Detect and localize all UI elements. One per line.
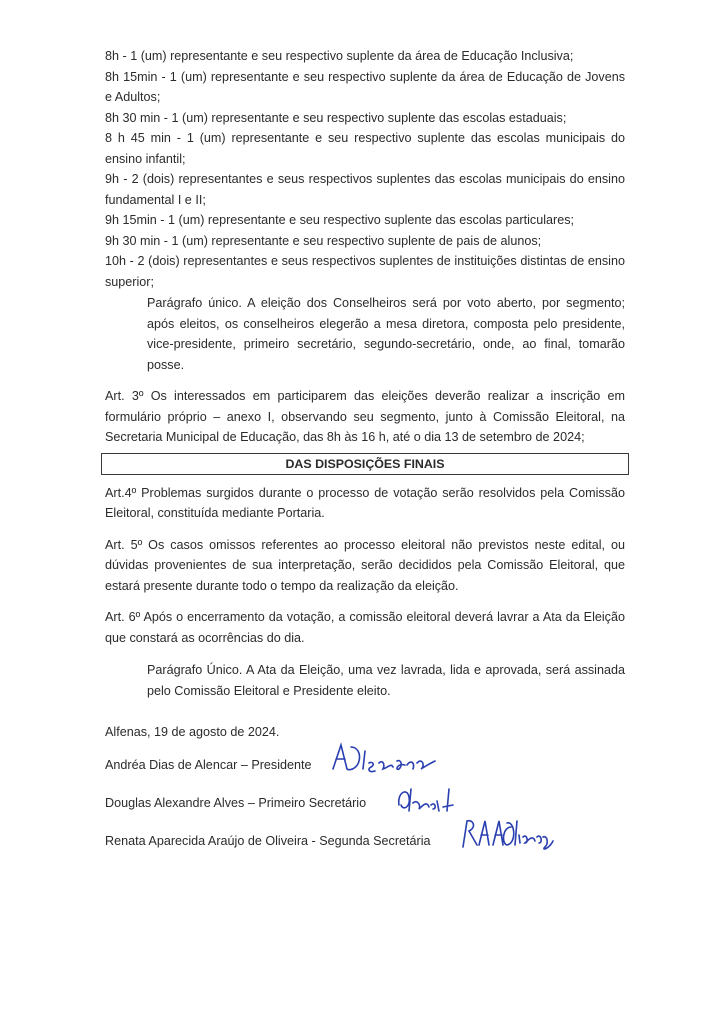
schedule-item: 9h - 2 (dois) representantes e seus respectivos suplentes das escolas municipais do ensino fundamental I e II; xyxy=(105,172,625,207)
signatory-name: Douglas Alexandre Alves – Primeiro Secretário xyxy=(105,796,367,810)
schedule-item: 8 h 45 min - 1 (um) representante e seu respectivo suplente das escolas municipais do ensino infantil; xyxy=(105,131,625,166)
schedule-item: 8h 15min - 1 (um) representante e seu respectivo suplente da área de Educação de Jovens e Adultos; xyxy=(105,69,625,104)
signatory-president xyxy=(105,755,431,775)
signatory-second-secretary xyxy=(105,831,431,851)
document-body xyxy=(105,46,625,701)
place-date: Alfenas, 19 de agosto de 2024. xyxy=(105,725,280,739)
article-4: Art.4º Problemas surgidos durante o processo de votação serão resolvidos pela Comissão Eleitoral, constituída mediante Portaria. xyxy=(105,485,625,520)
schedule-item: 9h 15min - 1 (um) representante e seu respectivo suplente das escolas particulares; xyxy=(105,213,575,227)
signature-block xyxy=(105,722,431,851)
handwritten-signature-first-secretary xyxy=(393,781,463,815)
schedule-list xyxy=(105,46,625,292)
paragrafo-unico-ata: Parágrafo Único. A Ata da Eleição, uma vez lavrada, lida e aprovada, será assinada pelo Comissão Eleitoral e Presidente eleito. xyxy=(147,663,625,698)
schedule-item: 8h - 1 (um) representante e seu respectivo suplente da área de Educação Inclusiva; xyxy=(105,49,574,63)
signatory-name: Renata Aparecida Araújo de Oliveira - Segunda Secretária xyxy=(105,834,431,848)
section-title: DAS DISPOSIÇÕES FINAIS xyxy=(285,456,445,471)
paragrafo-unico-eleicao: Parágrafo único. A eleição dos Conselheiros será por voto aberto, por segmento; após eleitos, os conselheiros elegerão a mesa diretora, composta pelo presidente, vice-presidente, primeiro secretário, segundo-secretário, onde, ao final, tomarão posse. xyxy=(147,296,625,372)
section-heading-box xyxy=(101,453,629,475)
handwritten-signature-president xyxy=(327,739,457,777)
schedule-item: 10h - 2 (dois) representantes e seus respectivos suplentes de instituições distintas de ensino superior; xyxy=(105,254,625,289)
schedule-item: 9h 30 min - 1 (um) representante e seu respectivo suplente de pais de alunos; xyxy=(105,233,542,248)
signatory-first-secretary xyxy=(105,793,431,813)
article-5: Art. 5º Os casos omissos referentes ao processo eleitoral não previstos neste edital, ou dúvidas provenientes de sua interpretação, serão decididos pela Comissão Eleitoral, que estará presente durante todo o tempo da realização da eleição. xyxy=(105,537,625,593)
schedule-item: 8h 30 min - 1 (um) representante e seu respectivo suplente das escolas estaduais; xyxy=(105,110,567,125)
article-3: Art. 3º Os interessados em participarem das eleições deverão realizar a inscrição em formulário próprio – anexo I, observando seu segmento, junto à Comissão Eleitoral, na Secretaria Municipal de Educação, das 8h às 16 h, até o dia 13 de setembro de 2024; xyxy=(105,389,625,444)
article-6: Art. 6º Após o encerramento da votação, a comissão eleitoral deverá lavrar a Ata da Eleição que constará as ocorrências do dia. xyxy=(105,610,625,645)
signatory-name: Andréa Dias de Alencar – Presidente xyxy=(105,758,312,772)
handwritten-signature-second-secretary xyxy=(457,813,567,853)
